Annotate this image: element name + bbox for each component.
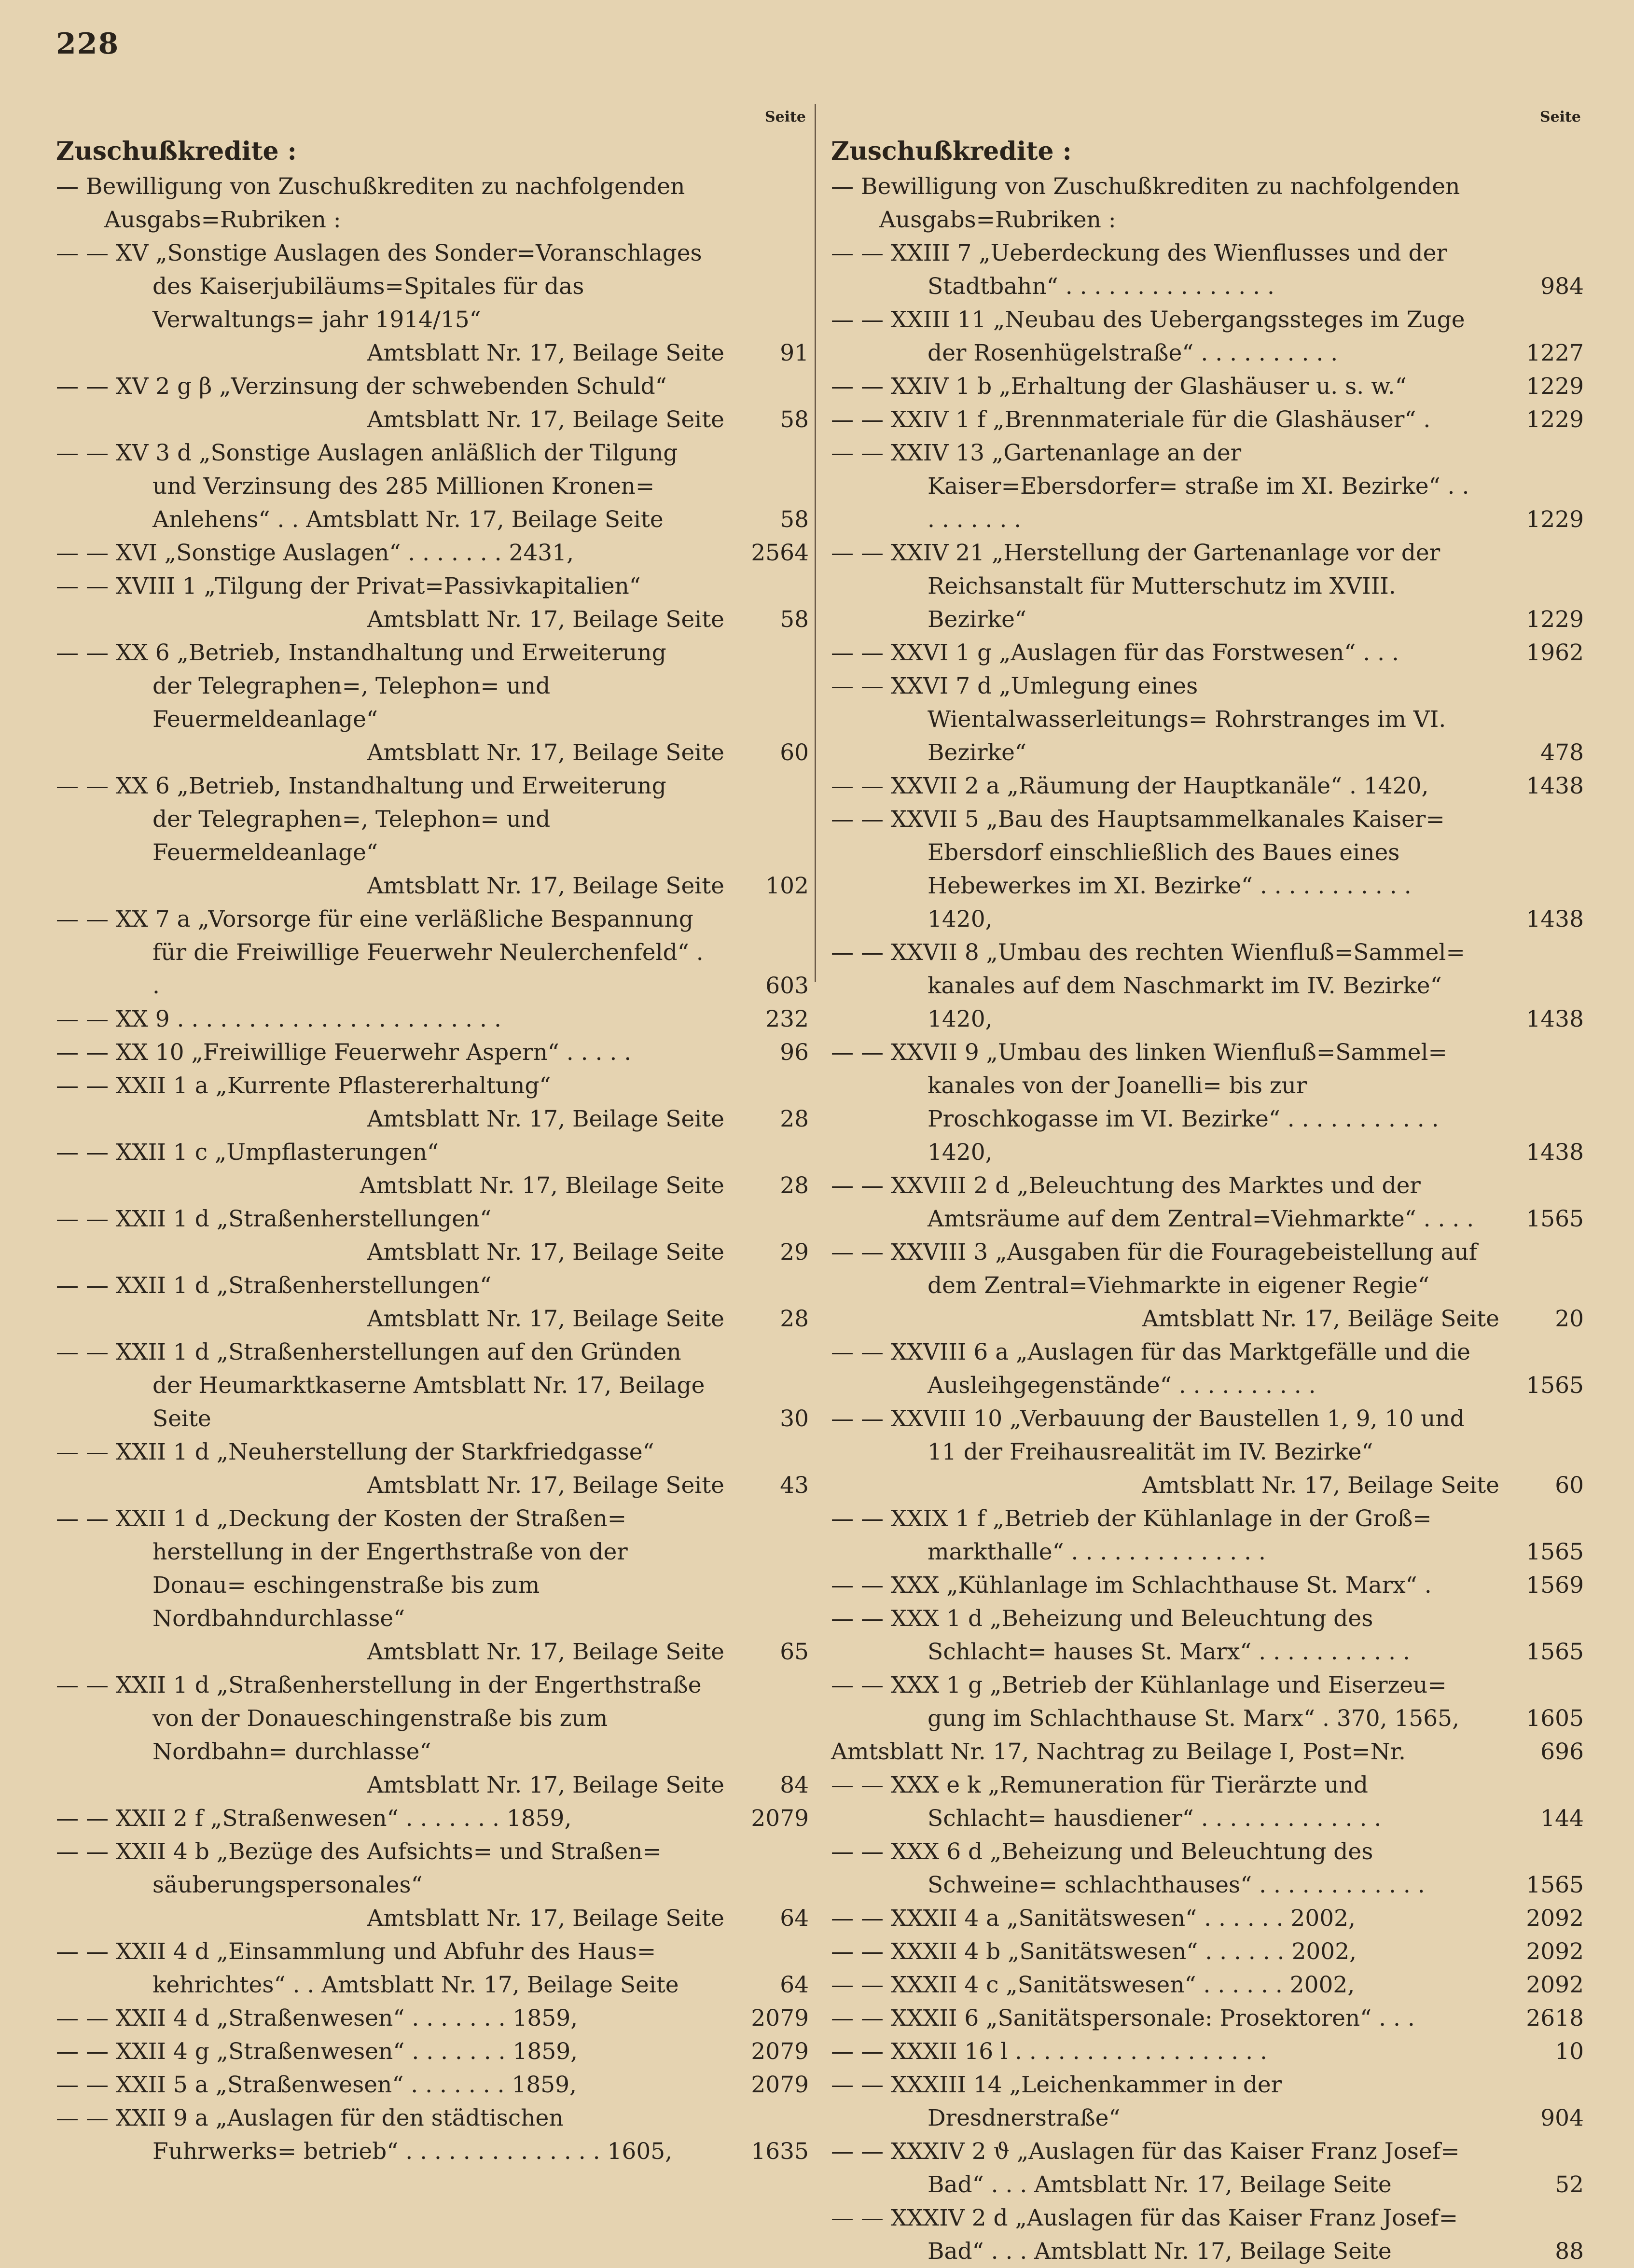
section-title: Zuschußkredite : xyxy=(56,137,297,166)
page-reference: 984 xyxy=(1540,273,1584,300)
page-reference: 20 xyxy=(1555,1306,1584,1332)
citation-text: Amtsblatt Nr. 17, Beilage Seite xyxy=(367,1905,724,1932)
citation-text: Amtsblatt Nr. 17, Beilage Seite xyxy=(367,739,724,766)
index-entry xyxy=(56,2035,809,2068)
page-reference: 58 xyxy=(780,406,809,433)
entry-text: — — XXIV 21 „Herstellung der Gartenanlage vor der Reichsanstalt für Mutterschutz im XVIII. Bezirke“ xyxy=(831,540,1440,633)
entry-text: — — XV „Sonstige Auslagen des Sonder=Voranschlages des Kaiserjubiläums=Spitales für das Verwaltungs= jahr 1914/15“ xyxy=(56,240,702,333)
index-entry xyxy=(831,1935,1584,1968)
page-reference: 2564 xyxy=(751,540,809,566)
page-reference: 1229 xyxy=(1526,406,1584,433)
page-reference: 1605 xyxy=(1526,1705,1584,1732)
entry-text: — — XXXII 4 b „Sanitätswesen“ . . . . . . 2002, xyxy=(831,1938,1357,1965)
entry-text: — — XVI „Sonstige Auslagen“ . . . . . . . 2431, xyxy=(56,540,574,566)
index-entry xyxy=(56,1269,809,1302)
page-reference: 1565 xyxy=(1526,1639,1584,1665)
index-entry xyxy=(56,1669,809,1768)
page-reference: 1565 xyxy=(1526,1539,1584,1565)
entry-text: — — XXX e k „Remuneration für Tierärzte und Schlacht= hausdiener“ . . . . . . . . . . . . . xyxy=(831,1772,1382,1832)
index-entry xyxy=(831,636,1584,669)
citation-text: Amtsblatt Nr. 17, Bleilage Seite xyxy=(360,1172,724,1199)
index-entry xyxy=(831,2201,1584,2268)
page-reference: 1635 xyxy=(751,2138,809,2165)
citation-text: Amtsblatt Nr. 17, Beiläge Seite xyxy=(1142,1306,1499,1332)
index-entry xyxy=(831,1036,1584,1169)
intro-line: — Bewilligung von Zuschußkrediten zu nachfolgenden Ausgabs=Rubriken : xyxy=(831,173,1460,233)
citation-text: Amtsblatt Nr. 17, Beilage Seite xyxy=(367,1306,724,1332)
citation-line xyxy=(56,1302,809,1336)
entry-text: — — XV 2 g β „Verzinsung der schwebenden Schuld“ xyxy=(56,373,667,400)
index-entry xyxy=(56,1435,809,1469)
index-entry xyxy=(56,2068,809,2101)
entry-text: — — XX 6 „Betrieb, Instandhaltung und Erweiterung der Telegraphen=, Telephon= und Feuermeldeanlage“ xyxy=(56,773,666,866)
index-entry xyxy=(831,803,1584,936)
index-entry xyxy=(831,1735,1584,1768)
entry-text: — — XXX 1 d „Beheizung und Beleuchtung des Schlacht= hauses St. Marx“ . . . . . . . . . . . xyxy=(831,1605,1410,1665)
index-entry xyxy=(56,2002,809,2035)
entry-text: — — XXII 5 a „Straßenwesen“ . . . . . . . 1859, xyxy=(56,2072,577,2098)
page-reference: 2092 xyxy=(1526,1972,1584,1998)
entry-text: — — XXVIII 10 „Verbauung der Baustellen 1, 9, 10 und 11 der Freihausrealität im IV. Bezirke“ xyxy=(831,1405,1465,1465)
index-entry xyxy=(56,1935,809,2002)
page-reference: 2079 xyxy=(751,2038,809,2065)
page-reference: 2079 xyxy=(751,2072,809,2098)
page-reference: 43 xyxy=(780,1472,809,1499)
entry-text: — — XXVII 5 „Bau des Hauptsammelkanales Kaiser= Ebersdorf einschließlich des Baues eines Hebewerkes im XI. Bezirke“ . . . . . . . . . . . 1420, xyxy=(831,806,1445,932)
index-entry xyxy=(831,536,1584,636)
entry-text: Amtsblatt Nr. 17, Nachtrag zu Beilage I, Post=Nr. xyxy=(831,1739,1406,1765)
left-column xyxy=(56,109,809,2168)
page-reference: 1565 xyxy=(1526,1872,1584,1898)
entry-text: — — XXXII 4 a „Sanitätswesen“ . . . . . . 2002, xyxy=(831,1905,1356,1932)
index-entry xyxy=(831,1602,1584,1669)
citation-text: Amtsblatt Nr. 17, Beilage Seite xyxy=(1142,1472,1499,1499)
page-reference: 2092 xyxy=(1526,1938,1584,1965)
page-reference: 1229 xyxy=(1526,506,1584,533)
column-divider xyxy=(815,104,816,982)
citation-text: Amtsblatt Nr. 17, Beilage Seite xyxy=(367,1239,724,1266)
index-entry xyxy=(56,370,809,403)
right-column xyxy=(831,109,1584,2268)
page-reference: 603 xyxy=(765,973,809,999)
page-reference: 96 xyxy=(780,1039,809,1066)
page-reference: 58 xyxy=(780,606,809,633)
index-entry xyxy=(56,1336,809,1435)
citation-text: Amtsblatt Nr. 17, Beilage Seite xyxy=(367,1772,724,1798)
page-reference: 10 xyxy=(1555,2038,1584,2065)
citation-line xyxy=(831,1469,1584,1502)
index-entry xyxy=(831,669,1584,769)
entry-text: — — XXX 6 d „Beheizung und Beleuchtung des Schweine= schlachthauses“ . . . . . . . . . . . . xyxy=(831,1838,1425,1898)
page-reference: 1438 xyxy=(1526,1006,1584,1032)
index-entry xyxy=(831,1402,1584,1469)
page-reference: 65 xyxy=(780,1639,809,1665)
entry-text: — — XXII 4 d „Straßenwesen“ . . . . . . . 1859, xyxy=(56,2005,578,2031)
index-entry xyxy=(56,1802,809,1835)
citation-text: Amtsblatt Nr. 17, Beilage Seite xyxy=(367,873,724,899)
index-entry xyxy=(56,1002,809,1036)
page-reference: 1962 xyxy=(1526,640,1584,666)
entry-text: — — XXVIII 2 d „Beleuchtung des Marktes und der Amtsräume auf dem Zentral=Viehmarkte“ . . . . xyxy=(831,1172,1474,1232)
entry-text: — — XXXIV 2 d „Auslagen für das Kaiser Franz Josef= Bad“ . . . Amtsblatt Nr. 17, Beilage Seite xyxy=(831,2205,1458,2265)
citation-line xyxy=(56,1768,809,1802)
entry-list xyxy=(56,237,809,2168)
index-entry xyxy=(831,1835,1584,1902)
index-entry xyxy=(831,1902,1584,1935)
entry-text: — — XXII 2 f „Straßenwesen“ . . . . . . . 1859, xyxy=(56,1805,572,1832)
page-reference: 2079 xyxy=(751,1805,809,1832)
entry-text: — — XX 9 . . . . . . . . . . . . . . . . . . . . . . . xyxy=(56,1006,501,1032)
page-reference: 144 xyxy=(1540,1805,1584,1832)
index-entry xyxy=(831,2135,1584,2201)
entry-text: — — XX 6 „Betrieb, Instandhaltung und Erweiterung der Telegraphen=, Telephon= und Feuermeldeanlage“ xyxy=(56,640,666,733)
index-entry xyxy=(831,1236,1584,1302)
entry-text: — — XVIII 1 „Tilgung der Privat=Passivkapitalien“ xyxy=(56,573,641,599)
citation-line xyxy=(56,1236,809,1269)
citation-line xyxy=(56,1902,809,1935)
page-reference: 1438 xyxy=(1526,773,1584,799)
citation-line xyxy=(56,736,809,769)
entry-text: — — XXXII 16 l . . . . . . . . . . . . . . . . . . xyxy=(831,2038,1267,2065)
entry-text: — — XV 3 d „Sonstige Auslagen anläßlich der Tilgung und Verzinsung des 285 Millionen Kronen= Anlehens“ . . Amtsblatt Nr. 17, Beilage Seite xyxy=(56,440,678,533)
page-reference: 30 xyxy=(780,1405,809,1432)
entry-text: — — XXX 1 g „Betrieb der Kühlanlage und Eiserzeu= gung im Schlachthause St. Marx“ . 370, 1565, xyxy=(831,1672,1460,1732)
citation-line xyxy=(56,1469,809,1502)
index-entry xyxy=(56,570,809,603)
entry-text: — — XXVIII 3 „Ausgaben für die Fouragebeistellung auf dem Zentral=Viehmarkte in eigener Regie“ xyxy=(831,1239,1478,1299)
page-number: 228 xyxy=(56,27,120,61)
page-reference: 2092 xyxy=(1526,1905,1584,1932)
index-entry xyxy=(831,1169,1584,1236)
entry-text: — — XXIII 11 „Neubau des Uebergangssteges im Zuge der Rosenhügelstraße“ . . . . . . . . . . xyxy=(831,306,1465,366)
citation-text: Amtsblatt Nr. 17, Beilage Seite xyxy=(367,340,724,366)
entry-text: — — XXII 1 c „Umpflasterungen“ xyxy=(56,1139,439,1166)
entry-text: — — XXII 1 d „Straßenherstellungen auf den Gründen der Heumarktkaserne Amtsblatt Nr. 17, Beilage Seite xyxy=(56,1339,705,1432)
page-reference: 28 xyxy=(780,1172,809,1199)
entry-text: — — XXIV 13 „Gartenanlage an der Kaiser=Ebersdorfer= straße im XI. Bezirke“ . . . . . . . . . xyxy=(831,440,1469,533)
index-entry xyxy=(831,769,1584,803)
page-reference: 1227 xyxy=(1526,340,1584,366)
entry-text: — — XX 7 a „Vorsorge für eine verläßliche Bespannung für die Freiwillige Feuerwehr Neulerchenfeld“ . . xyxy=(56,906,704,999)
citation-text: Amtsblatt Nr. 17, Beilage Seite xyxy=(367,406,724,433)
entry-text: — — XXXIV 2 ϑ „Auslagen für das Kaiser Franz Josef= Bad“ . . . Amtsblatt Nr. 17, Beilage Seite xyxy=(831,2138,1460,2198)
index-entry xyxy=(831,2002,1584,2035)
page-reference: 60 xyxy=(780,739,809,766)
citation-line xyxy=(56,1635,809,1669)
index-entry xyxy=(831,237,1584,303)
page-reference: 2079 xyxy=(751,2005,809,2031)
index-entry xyxy=(831,1968,1584,2002)
entry-text: — — XXII 1 a „Kurrente Pflastererhaltung“ xyxy=(56,1072,551,1099)
entry-text: — — XXIII 7 „Ueberdeckung des Wienflusses und der Stadtbahn“ . . . . . . . . . . . . . . . xyxy=(831,240,1447,300)
index-entry xyxy=(831,1768,1584,1835)
index-entry xyxy=(831,1336,1584,1402)
page-reference: 1438 xyxy=(1526,1139,1584,1166)
citation-line xyxy=(56,1169,809,1202)
entry-text: — — XXIX 1 f „Betrieb der Kühlanlage in der Groß= markthalle“ . . . . . . . . . . . . . . xyxy=(831,1505,1432,1565)
page-reference: 91 xyxy=(780,340,809,366)
page-reference: 64 xyxy=(780,1905,809,1932)
page-reference: 28 xyxy=(780,1106,809,1132)
page-reference: 29 xyxy=(780,1239,809,1266)
index-entry xyxy=(56,1069,809,1102)
index-entry xyxy=(56,1202,809,1236)
page-reference: 102 xyxy=(765,873,809,899)
index-entry xyxy=(56,1136,809,1169)
entry-text: — — XXII 4 g „Straßenwesen“ . . . . . . . 1859, xyxy=(56,2038,578,2065)
page-reference: 696 xyxy=(1540,1739,1584,1765)
index-entry xyxy=(56,2101,809,2168)
citation-text: Amtsblatt Nr. 17, Beilage Seite xyxy=(367,606,724,633)
index-entry xyxy=(56,1036,809,1069)
seite-header: Seite xyxy=(764,109,806,125)
index-entry xyxy=(56,237,809,336)
page-reference: 904 xyxy=(1540,2105,1584,2131)
entry-text: — — XXII 4 d „Einsammlung und Abfuhr des Haus= kehrichtes“ . . Amtsblatt Nr. 17, Beilage Seite xyxy=(56,1938,679,1998)
page-reference: 60 xyxy=(1555,1472,1584,1499)
entry-text: — — XXIV 1 b „Erhaltung der Glashäuser u. s. w.“ xyxy=(831,373,1407,400)
entry-list xyxy=(831,237,1584,2268)
page-reference: 1569 xyxy=(1526,1572,1584,1599)
index-entry xyxy=(56,769,809,869)
seite-header: Seite xyxy=(1539,109,1581,125)
page-reference: 28 xyxy=(780,1306,809,1332)
index-entry xyxy=(831,370,1584,403)
page-reference: 1438 xyxy=(1526,906,1584,932)
index-entry xyxy=(56,436,809,536)
entry-text: — — XXVI 7 d „Umlegung eines Wientalwasserleitungs= Rohrstranges im VI. Bezirke“ xyxy=(831,673,1446,766)
entry-text: — — XXVII 8 „Umbau des rechten Wienfluß=Sammel= kanales auf dem Naschmarkt im IV. Bezirke“ 1420, xyxy=(831,939,1465,1032)
citation-line xyxy=(831,1302,1584,1336)
entry-text: — — XXII 1 d „Straßenherstellungen“ xyxy=(56,1206,492,1232)
index-entry xyxy=(831,936,1584,1036)
page-reference: 52 xyxy=(1555,2171,1584,2198)
entry-text: — — XXIV 1 f „Brennmateriale für die Glashäuser“ . xyxy=(831,406,1431,433)
citation-line xyxy=(56,403,809,436)
entry-text: — — XXVIII 6 a „Auslagen für das Marktgefälle und die Ausleihgegenstände“ . . . . . . . . . . xyxy=(831,1339,1470,1399)
citation-line xyxy=(56,1102,809,1136)
index-entry xyxy=(831,403,1584,436)
index-entry xyxy=(831,436,1584,536)
entry-text: — — XXX „Kühlanlage im Schlachthause St. Marx“ . xyxy=(831,1572,1432,1599)
entry-text: — — XXXIII 14 „Leichenkammer in der Dresdnerstraße“ xyxy=(831,2072,1282,2131)
entry-text: — — XXVII 2 a „Räumung der Hauptkanäle“ . 1420, xyxy=(831,773,1429,799)
entry-text: — — XXXII 6 „Sanitätspersonale: Prosektoren“ . . . xyxy=(831,2005,1415,2031)
index-entry xyxy=(56,1835,809,1902)
entry-text: — — XXII 1 d „Straßenherstellung in der Engerthstraße von der Donaueschingenstraße bis zum Nordbahn= durchlasse“ xyxy=(56,1672,702,1765)
index-entry xyxy=(56,636,809,736)
index-entry xyxy=(831,303,1584,370)
index-entry xyxy=(831,1669,1584,1735)
page-reference: 1229 xyxy=(1526,373,1584,400)
intro-line: — Bewilligung von Zuschußkrediten zu nachfolgenden Ausgabs=Rubriken : xyxy=(56,173,685,233)
page-reference: 478 xyxy=(1540,739,1584,766)
entry-text: — — XXXII 4 c „Sanitätswesen“ . . . . . . 2002, xyxy=(831,1972,1355,1998)
index-entry xyxy=(56,903,809,1002)
page-reference: 64 xyxy=(780,1972,809,1998)
page-reference: 1565 xyxy=(1526,1206,1584,1232)
index-entry xyxy=(56,1502,809,1635)
page-reference: 1565 xyxy=(1526,1372,1584,1399)
citation-line xyxy=(56,336,809,370)
page-reference: 1229 xyxy=(1526,606,1584,633)
entry-text: — — XXII 1 d „Deckung der Kosten der Straßen= herstellung in der Engerthstraße von der Donau= eschingenstraße bis zum Nordbahndurchlasse“ xyxy=(56,1505,628,1632)
citation-text: Amtsblatt Nr. 17, Beilage Seite xyxy=(367,1472,724,1499)
entry-text: — — XXII 4 b „Bezüge des Aufsichts= und Straßen= säuberungspersonales“ xyxy=(56,1838,662,1898)
page-reference: 58 xyxy=(780,506,809,533)
citation-line xyxy=(56,869,809,903)
entry-text: — — XXVI 1 g „Auslagen für das Forstwesen“ . . . xyxy=(831,640,1399,666)
entry-text: — — XXII 1 d „Straßenherstellungen“ xyxy=(56,1272,492,1299)
page-reference: 88 xyxy=(1555,2238,1584,2265)
index-entry xyxy=(831,2068,1584,2135)
citation-text: Amtsblatt Nr. 17, Beilage Seite xyxy=(367,1106,724,1132)
section-title: Zuschußkredite : xyxy=(831,137,1072,166)
entry-text: — — XXVII 9 „Umbau des linken Wienfluß=Sammel= kanales von der Joanelli= bis zur Proschkogasse im VI. Bezirke“ . . . . . . . . . . . 1420, xyxy=(831,1039,1447,1166)
index-entry xyxy=(56,536,809,570)
entry-text: — — XXII 9 a „Auslagen für den städtischen Fuhrwerks= betrieb“ . . . . . . . . . . . . . . 1605, xyxy=(56,2105,673,2165)
page-reference: 2618 xyxy=(1526,2005,1584,2031)
page-reference: 232 xyxy=(765,1006,809,1032)
citation-line xyxy=(56,603,809,636)
entry-text: — — XX 10 „Freiwillige Feuerwehr Aspern“ . . . . . xyxy=(56,1039,632,1066)
index-entry xyxy=(831,1569,1584,1602)
page-reference: 84 xyxy=(780,1772,809,1798)
entry-text: — — XXII 1 d „Neuherstellung der Starkfriedgasse“ xyxy=(56,1439,654,1465)
citation-text: Amtsblatt Nr. 17, Beilage Seite xyxy=(367,1639,724,1665)
index-entry xyxy=(831,2035,1584,2068)
index-entry xyxy=(831,1502,1584,1569)
